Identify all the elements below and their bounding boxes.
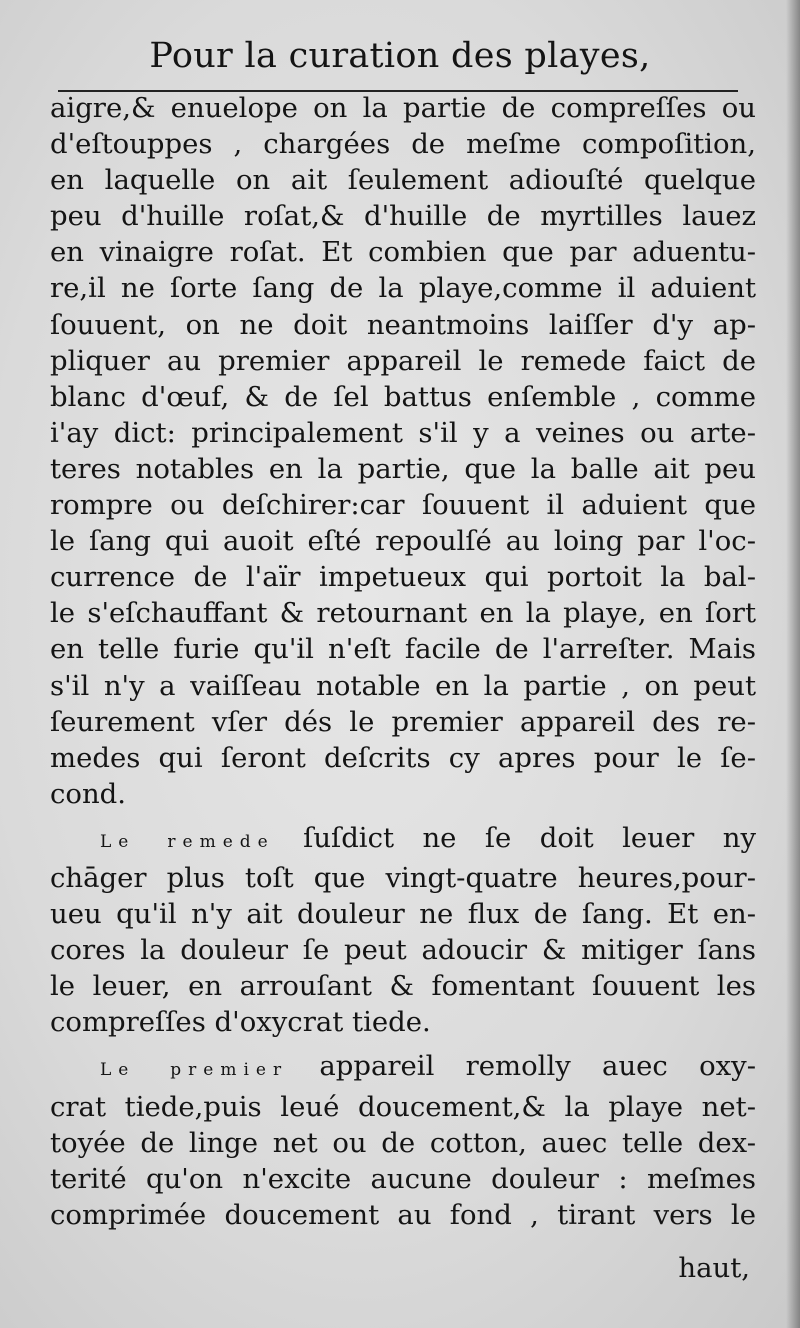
text-line: blanc d'œuf, & de ſel battus enſemble , comme — [50, 380, 756, 413]
text-line: comprimée doucement au fond , tirant vers le — [50, 1198, 756, 1231]
text-line: en telle furie qu'il n'eſt facile de l'arreſter. Mais — [50, 633, 756, 666]
text-line: d'eſtouppes , chargées de meſme compoſition, — [50, 128, 756, 161]
text-line: rompre ou deſchirer:car ſouuent il aduient que — [50, 489, 756, 522]
paragraph-opening-line — [50, 1048, 756, 1088]
paragraph-gap — [50, 812, 756, 820]
paragraph-gap — [50, 1040, 756, 1048]
text-line: currence de l'aïr impetueux qui portoit la bal- — [50, 561, 756, 594]
text-line: medes qui ſeront deſcrits cy apres pour le ſe- — [50, 741, 756, 774]
text-line: le leuer, en arrouſant & fomentant ſouuent les — [50, 970, 756, 1003]
small-caps-lead: Le premier — [100, 1060, 289, 1081]
text-line: chāger plus toſt que vingt-quatre heures,pour- — [50, 861, 756, 894]
text-line: aigre,& enuelope on la partie de compreſſes ou — [50, 92, 756, 124]
catchword: haut, — [678, 1252, 750, 1284]
text-line: ſouuent, on ne doit neantmoins laiſſer d'y ap- — [50, 308, 756, 341]
text-line: re,il ne ſorte ſang de la playe,comme il aduient — [50, 272, 756, 305]
text-line: teres notables en la partie, que la balle ait peu — [50, 452, 756, 485]
text-line: le ſang qui auoit eſté repoulſé au loing par l'oc- — [50, 525, 756, 558]
text-line: s'il n'y a vaiſſeau notable en la partie , on peut — [50, 669, 756, 702]
text-line: peu d'huille roſat,& d'huille de myrtilles lauez — [50, 200, 756, 233]
text-line: en laquelle on ait ſeulement adiouſté quelque — [50, 164, 756, 197]
text-line: cond. — [50, 777, 127, 810]
small-caps-lead: Le remede — [100, 831, 275, 852]
text-line: en vinaigre roſat. Et combien que par aduentu- — [50, 236, 756, 269]
text-line: i'ay dict: principalement s'il y a veines ou arte- — [50, 416, 756, 449]
text-line: toyée de linge net ou de cotton, auec telle dex- — [50, 1126, 756, 1159]
text-line: ſeurement vſer dés le premier appareil des re- — [50, 705, 756, 738]
text-line: crat tiede,puis leué doucement,& la playe net- — [50, 1090, 756, 1123]
text-line: pliquer au premier appareil le remede faict de — [50, 344, 756, 377]
text-line: cores la douleur ſe peut adoucir & mitiger ſans — [50, 934, 756, 967]
text-line: compreſſes d'oxycrat tiede. — [50, 1006, 431, 1039]
opening-line-rest: appareil remolly auec oxy- — [288, 1050, 756, 1083]
text-line: ueu qu'il n'y ait douleur ne flux de ſang. Et en- — [50, 898, 756, 931]
text-line: le s'eſchauffant & retournant en la playe, en ſort — [50, 597, 756, 630]
text-line: terité qu'on n'excite aucune douleur : meſmes — [50, 1162, 756, 1195]
running-head: Pour la curation des playes, — [149, 36, 651, 76]
opening-line-rest: ſuſdict ne ſe doit leuer ny — [274, 821, 756, 854]
page-edge-shadow — [786, 0, 800, 1328]
paragraph-opening-line — [50, 820, 756, 860]
body-text — [50, 90, 756, 1233]
